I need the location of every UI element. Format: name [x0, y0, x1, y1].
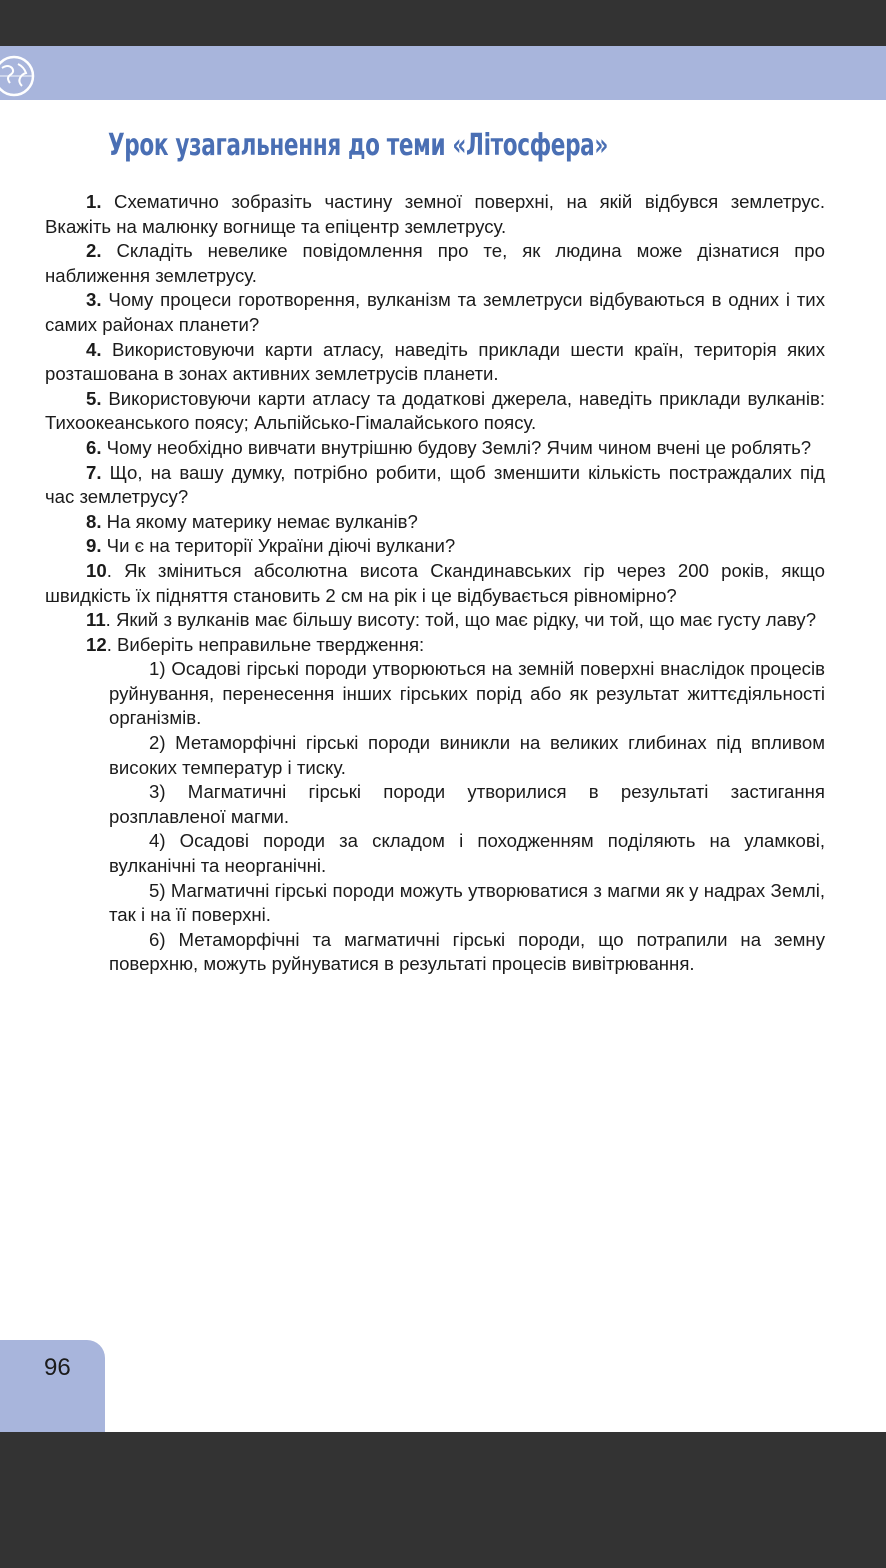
question-text: На якому материку немає вулканів? — [101, 510, 418, 532]
question-item — [45, 436, 825, 461]
question-text: Чому необхідно вивчати внутрішню будову Землі? Ячим чином вчені це роблять? — [101, 436, 812, 458]
question-text: . Який з вулканів має більшу висоту: той, що має рідку, чи той, що має густу лаву? — [105, 609, 817, 631]
question-text: Використовуючи карти атласу, наведіть приклади шести країн, територія яких розташована в зонах активних землетрусів планети. — [45, 338, 825, 385]
question-text: Використовуючи карти атласу та додаткові джерела, наведіть приклади вулканів: Тихоокеанського поясу; Альпійсько-Гімалайського поясу. — [45, 387, 825, 434]
question-item — [45, 338, 825, 387]
answer-option: 2) Метаморфічні гірські породи виникли на великих глибинах під впливом високих температур і тиску. — [109, 732, 825, 778]
question-number: 7. — [86, 461, 102, 483]
answer-option: 1) Осадові гірські породи утворюються на земній поверхні внаслідок процесів руйнування, перенесення інших гірських порід або як результат життєдіяльності організмів. — [109, 658, 825, 729]
question-text: Що, на вашу думку, потрібно робити, щоб зменшити кількість постраждалих під час землетрусу? — [45, 461, 825, 508]
question-item — [45, 288, 825, 337]
question-number: 10 — [86, 559, 107, 581]
question-number: 11 — [86, 609, 106, 631]
question-text: . Як зміниться абсолютна висота Скандинавських гір через 200 років, якщо швидкість їх підняття становить 2 см на рік і це відбувається рівномірно? — [45, 559, 825, 606]
question-number: 3. — [86, 289, 102, 311]
question-item — [45, 239, 825, 288]
question-number: 6. — [86, 436, 102, 458]
question-item — [45, 461, 825, 510]
header-band — [0, 46, 886, 100]
question-text: Схематично зобразіть частину земної поверхні, на якій відбувся землетрус. Вкажіть на малюнку вогнище та епіцентр землетрусу. — [45, 191, 825, 237]
page-number-tab — [0, 1340, 105, 1432]
question-number: 9. — [86, 535, 102, 557]
globe-icon — [0, 54, 36, 98]
question-item — [45, 633, 825, 658]
question-text: Складіть невелике повідомлення про те, як людина може дізнатися про наближення землетрусу. — [45, 240, 825, 286]
question-number: 5. — [86, 387, 102, 409]
answer-option: 3) Магматичні гірські породи утворилися в результаті застигання розплавленої магми. — [109, 781, 825, 827]
question-number: 8. — [86, 510, 102, 532]
question-item — [45, 190, 825, 239]
question-number: 4. — [86, 338, 102, 360]
question-item — [45, 387, 825, 436]
question-text: . Виберіть неправильне твердження: — [106, 633, 425, 655]
answer-option: 6) Метаморфічні та магматичні гірські породи, що потрапили на земну поверхню, можуть руйнуватися в результаті процесів вивітрювання. — [109, 928, 825, 975]
textbook-page — [0, 46, 886, 1432]
question-number: 1. — [86, 191, 102, 212]
answer-option: 4) Осадові породи за складом і походженням поділяють на уламкові, вулканічні та неорганічні. — [109, 830, 825, 877]
page-number: 96 — [44, 1354, 71, 1381]
question-number: 2. — [86, 240, 102, 262]
question-number: 12 — [86, 633, 107, 655]
question-item — [45, 608, 825, 633]
answer-options — [45, 657, 825, 977]
answer-option: 5) Магматичні гірські породи можуть утворюватися з магми як у надрах Землі, так і на її поверхні. — [109, 879, 825, 926]
question-item — [45, 559, 825, 608]
lesson-title: Урок узагальнення до теми «Літосфера» — [108, 128, 608, 163]
question-text: Чому процеси горотворення, вулканізм та землетруси відбуваються в одних і тих самих районах планети? — [45, 289, 825, 335]
question-text: Чи є на території України діючі вулкани? — [101, 535, 456, 557]
questions-list — [45, 190, 825, 977]
question-item — [45, 534, 825, 559]
question-item — [45, 510, 825, 535]
